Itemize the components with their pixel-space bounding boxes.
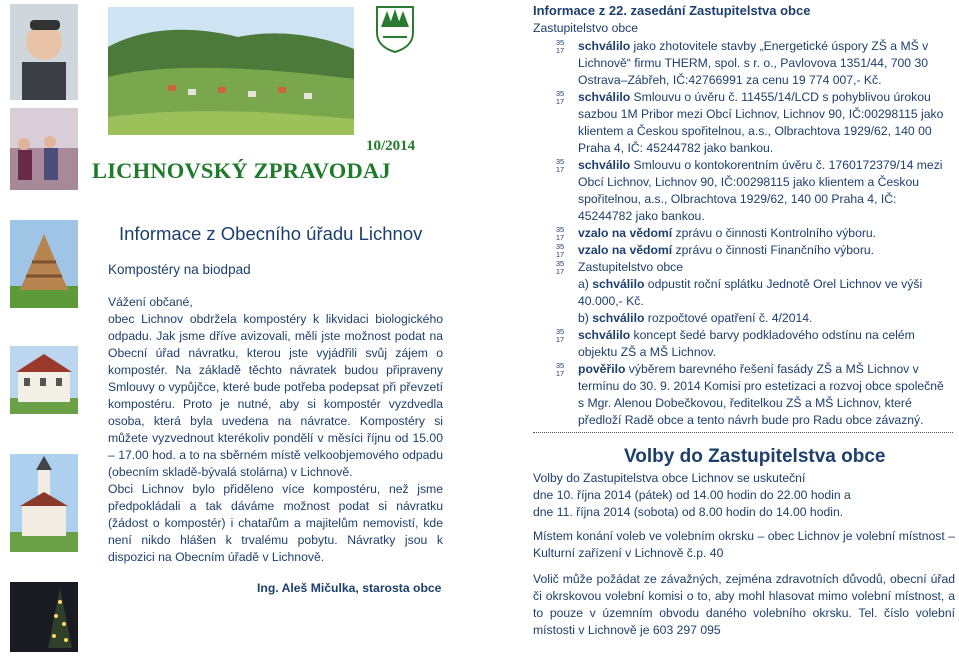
elections-date-1: dne 10. října 2014 (pátek) od 14.00 hodin do 22.00 hodin a xyxy=(533,488,851,502)
left-subheading: Kompostéry na biodpad xyxy=(108,262,251,277)
resolution-list xyxy=(533,38,953,429)
photo-building xyxy=(10,346,78,414)
elections-intro: Volby do Zastupitelstva obce Lichnov se uskuteční xyxy=(533,471,806,485)
list-item: b) schválilo rozpočtové opatření č. 4/2014. xyxy=(578,311,813,325)
elections-title: Volby do Zastupitelstva obce xyxy=(624,446,886,467)
list-item: 35 17 vzalo na vědomí zprávu o činnosti Kontrolního výboru. xyxy=(555,225,877,242)
signature: Ing. Aleš Mičulka, starosta obce xyxy=(257,581,442,595)
photo-church xyxy=(10,454,78,552)
item-number: 35 17 xyxy=(555,157,565,174)
item-number: 35 17 xyxy=(555,259,565,276)
photo-market xyxy=(10,108,78,190)
issue-number: 10/2014 xyxy=(366,138,416,154)
right-title: Informace z 22. zasedání Zastupitelstva obce xyxy=(533,3,811,18)
letter-paragraph: Obci Lichnov bylo přiděleno více kompostéru, než jsme předpokládali a tak dáváme možnost podat si návratku (žádost o kompostér) i chatařům a majitelům nemovistí, kde není nikdo hlášen k trvalému pobytu. Návratky jsou k dispozici na Obecním úřadě v Lichnově. xyxy=(108,482,443,564)
greeting: Vážení občané, xyxy=(108,295,193,309)
list-item: 35 17 Zastupitelstvo obce xyxy=(555,259,684,276)
item-number: 35 17 xyxy=(555,361,565,378)
item-number: 35 17 xyxy=(555,327,565,344)
list-item: a) schválilo odpustit roční splátku Jednotě Orel Lichnov ve výši 40.000,- Kč. xyxy=(578,277,923,308)
photo-christmas-tree xyxy=(10,582,78,652)
list-item: 35 17 schválilo Smlouvu o kontokorentním úvěru č. 1760172379/14 mezi Obcí Lichnov, Lichnov 90, IČ:00298115 jako klientem a Českou spořitelnou, a.s., Olbrachtova 1929/62, 140 00 Praha 4, IČ: 45244782 jako bankou. xyxy=(555,157,943,223)
elections-note: Volič může požádat ze závažných, zejména zdravotních důvodů, obecní úřad či okrskovou volební komisi o to, aby mohl hlasovat mimo volební místnost, a to pouze v územním obvodu daného volebního okrsku. Tel. číslo volební místosti v Lichnově je 603 297 095 xyxy=(533,572,955,637)
item-number: 35 17 xyxy=(555,225,565,242)
letter-paragraph: obec Lichnov obdržela kompostéry k likvidaci biologického odpadu. Jak jsme dříve avizovali, měli jste možnost podat na Obecní úřad návratku, kterou jste vyjádřili svůj zájem o kompostér. Na základě těchto návratek budou připraveny Smlouvy o vypůjčce, které bude potřeba podepsat při převzetí kompostéru. Proto je nutné, aby si kompostér vyzdvedla osoba, která byla uvedena na návratce. Kompostéry si můžete vyzvednout kterékoliv pondělí v měsíci říjnu od 15.00 – 17.00 hod. a to na sběrném místě velkoobjemového odpadu (obecním skladě-bývalá stolárna) v Lichnově. xyxy=(108,312,443,479)
elections-date-2: dne 11. října 2014 (sobota) od 8.00 hodin do 14.00 hodin. xyxy=(533,505,844,519)
village-panorama-photo xyxy=(108,7,354,135)
list-item: 35 17 schválilo jako zhotovitele stavby „Energetické úspory ZŠ a MŠ v Lichnově“ firmu THERM, spol. s r. o., Pavlovova 1351/44, 700 30 Ostrava–Zábřeh, IČ:42766991 za cenu 19 774 007,- Kč. xyxy=(555,38,929,87)
divider xyxy=(533,432,953,433)
left-heading: Informace z Obecního úřadu Lichnov xyxy=(119,223,423,244)
item-number: 35 17 xyxy=(555,242,565,259)
list-item: 35 17 schválilo koncept šedé barvy podkladového odstínu na celém objektu ZŠ a MŠ Lichnov. xyxy=(555,327,915,359)
elections-place: Místem konání voleb ve volebním okrsku – obec Lichnov je volební místnost – Kulturní zařízení v Lichnově č.p. 40 xyxy=(533,529,955,560)
elections-dates xyxy=(533,470,955,521)
left-letter xyxy=(108,294,443,566)
right-subtitle: Zastupitelstvo obce xyxy=(533,21,639,35)
item-number: 35 17 xyxy=(555,89,565,106)
photo-child xyxy=(10,4,78,100)
municipal-crest-icon xyxy=(375,5,415,53)
list-item: 35 17 pověřilo výběrem barevného řešení fasády ZŠ a MŠ Lichnov v termínu do 30. 9. 2014 Komisi pro estetizaci a rozvoj obce společně s Mgr. Alenou Dobečkovou, ředitelkou ZŠ a MŠ Lichnov, které předloží Radě obce a tento návrh bude pro Radu obce závazný. xyxy=(555,361,944,427)
list-item: 35 17 schválilo Smlouvu o úvěru č. 11455/14/LCD s pohyblivou úrokou sazbou 1M Pribor mezi Obcí Lichnov, Lichnov 90, IČ:00298115 jako klientem a Českou spořitelnou, a.s., Olbrachtova 1929/62, 140 00 Praha 4, IČ: 45244782 jako bankou. xyxy=(555,89,944,155)
photo-woodpile xyxy=(10,220,78,308)
masthead-title: LICHNOVSKÝ ZPRAVODAJ xyxy=(92,158,391,183)
item-number: 35 17 xyxy=(555,38,565,55)
list-item: 35 17 vzalo na vědomí zprávu o činnosti Finančního výboru. xyxy=(555,242,875,259)
